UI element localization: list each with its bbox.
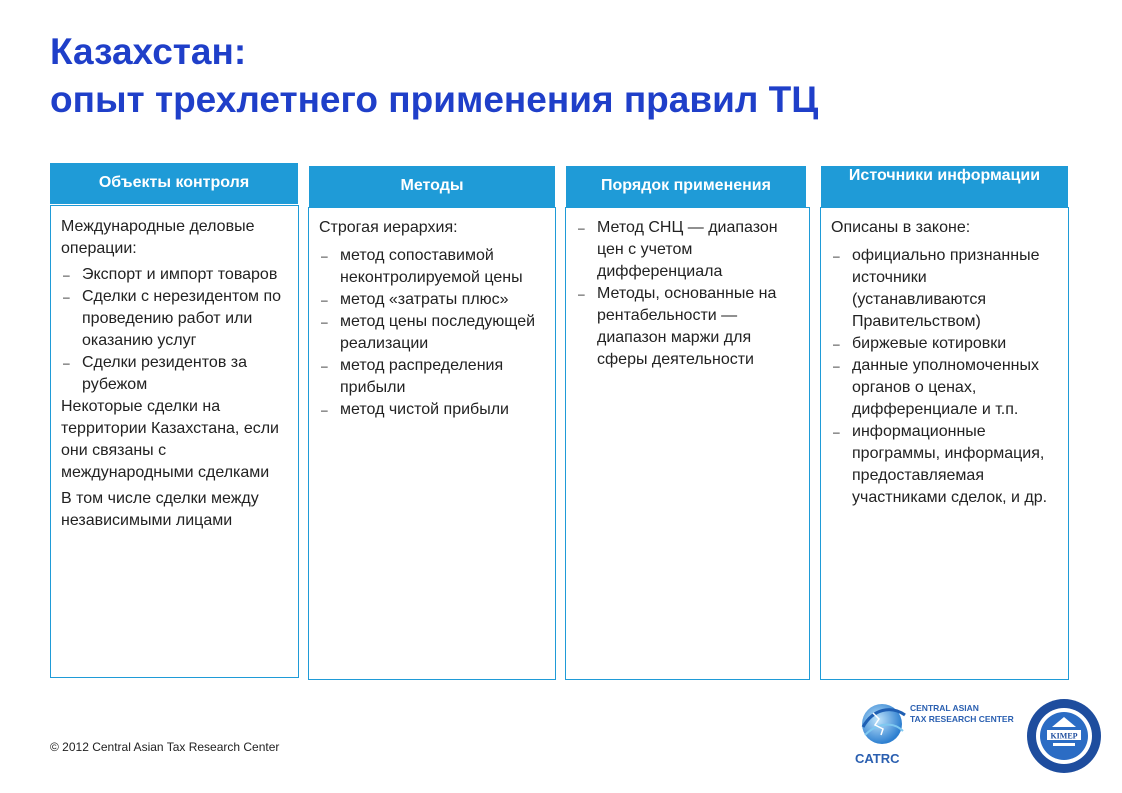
column-header-procedure: Порядок применения xyxy=(566,166,806,207)
bullet-list xyxy=(319,245,547,421)
slide-title xyxy=(50,28,818,124)
catrc-wordmark: CATRC xyxy=(855,751,900,766)
column-body-procedure xyxy=(565,207,810,680)
center-name-line-2: TAX RESEARCH CENTER xyxy=(910,714,1014,724)
kimep-seal-text: KIMEP xyxy=(1050,731,1078,741)
catrc-globe-logo xyxy=(855,697,909,751)
center-name-line-1: CENTRAL ASIAN xyxy=(910,703,979,713)
list-item: – официально признанные источники (устанавливаются Правительством) xyxy=(831,245,1060,333)
list-item: – данные уполномоченных органов о ценах, дифференциале и т.п. xyxy=(831,355,1060,421)
column-note: Некоторые сделки на территории Казахстана, если они связаны с международными сделками xyxy=(61,398,279,481)
copyright-footer: © 2012 Central Asian Tax Research Center xyxy=(50,740,280,754)
list-item: – метод цены последующей реализации xyxy=(319,311,547,355)
column-body-methods xyxy=(308,207,556,680)
list-item: – Методы, основанные на рентабельности — диапазон маржи для сферы деятельности xyxy=(576,283,801,371)
column-header-control-objects: Объекты контроля xyxy=(50,163,298,204)
column-note: В том числе сделки между независимыми лицами xyxy=(61,490,259,529)
slide-title-line-1: Казахстан: xyxy=(50,31,247,72)
list-item: – метод чистой прибыли xyxy=(319,399,547,421)
column-intro: Описаны в законе: xyxy=(831,219,971,236)
list-item: – биржевые котировки xyxy=(831,333,1060,355)
list-item: – Сделки с нерезидентом по проведению работ или оказанию услуг xyxy=(61,286,290,352)
bullet-list xyxy=(61,264,290,396)
column-body-control-objects xyxy=(50,205,299,678)
list-item: – информационные программы, информация, предоставляемая участниками сделок, и др. xyxy=(831,421,1060,509)
column-intro: Строгая иерархия: xyxy=(319,219,458,236)
column-body-info-sources xyxy=(820,207,1069,680)
list-item: – Сделки резидентов за рубежом xyxy=(61,352,290,396)
list-item: – Метод СНЦ — диапазон цен с учетом дифференциала xyxy=(576,217,801,283)
list-item: – метод распределения прибыли xyxy=(319,355,547,399)
column-header-info-sources: Источники информации xyxy=(821,166,1068,208)
list-item: – метод «затраты плюс» xyxy=(319,289,547,311)
kimep-seal-logo xyxy=(1025,697,1103,775)
slide-title-line-2: опыт трехлетнего применения правил ТЦ xyxy=(50,79,819,120)
footer-logos xyxy=(855,697,1105,775)
center-name-text xyxy=(910,703,1020,725)
column-header-methods: Методы xyxy=(309,166,555,207)
bullet-list xyxy=(576,217,801,371)
list-item: – Экспорт и импорт товаров xyxy=(61,264,290,286)
list-item: – метод сопоставимой неконтролируемой цены xyxy=(319,245,547,289)
bullet-list xyxy=(831,245,1060,509)
column-intro: Международные деловые операции: xyxy=(61,218,255,257)
